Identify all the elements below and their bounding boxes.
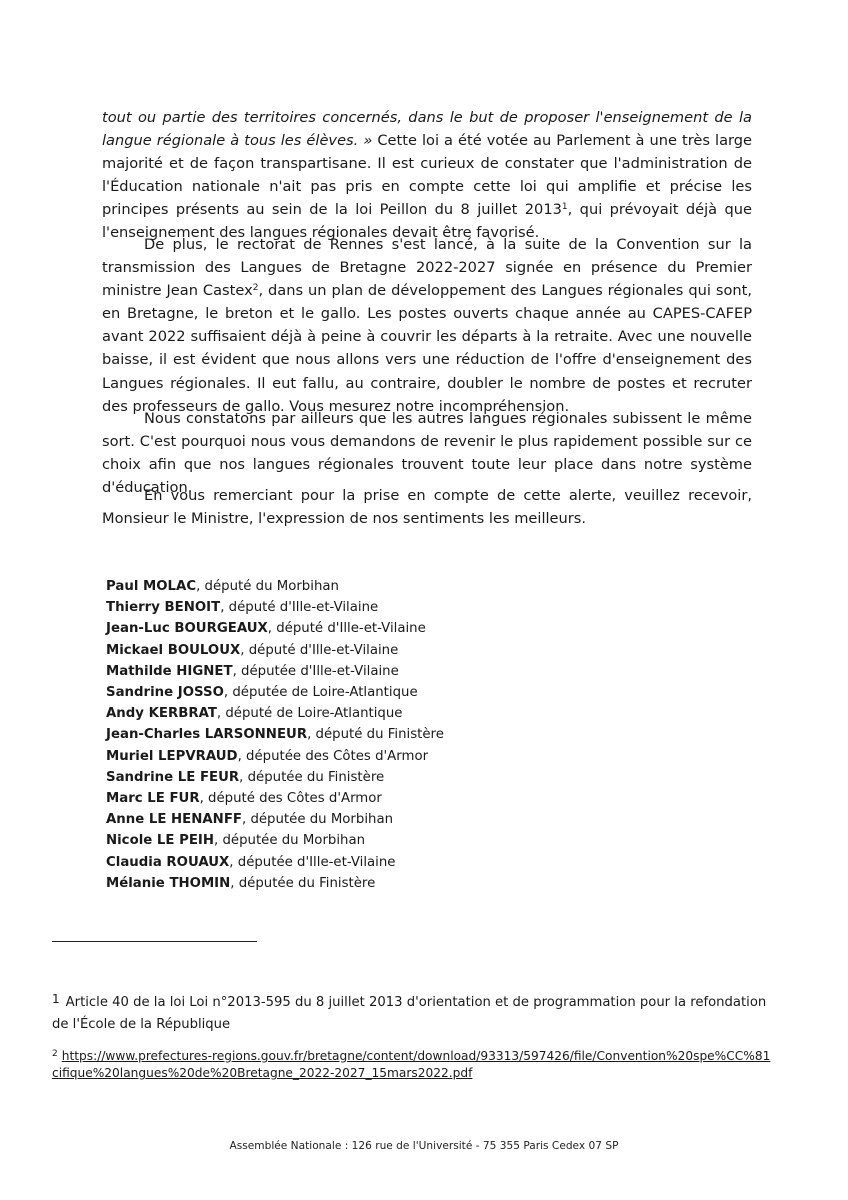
signatory [106,809,444,830]
signatory-role: , députée du Morbihan [214,833,366,849]
signatory-role: , député du Morbihan [196,579,339,594]
signatory-role: , député des Côtes d'Armor [199,791,382,807]
signatory [106,597,444,618]
quote-end: tout ou partie des territoires concernés, dans le but de proposer l'enseignement de la langue régionale à tous les élèves. » [102,109,752,150]
signatory-name: Nicole LE PEIH [106,833,214,849]
signatory [106,703,444,724]
signatory-role: , députée des Côtes d'Armor [237,748,429,764]
footnote-number: 2 [52,1049,58,1059]
signatory-name: Mathilde HIGNET [106,663,233,679]
signatory-role: , député du Finistère [307,727,444,743]
signatory [106,724,444,745]
footnote-ref-2[interactable]: 2 [252,283,259,294]
signatory-role: , député d'Ille-et-Vilaine [220,600,379,616]
signatory [106,767,444,788]
signatories-list [106,576,444,894]
signatory-name: Claudia ROUAUX [106,854,230,870]
page-footer-address: Assemblée Nationale : 126 rue de l'Université - 75 355 Paris Cedex 07 SP [229,1140,619,1152]
signatory-name: Anne LE HENANFF [106,812,242,828]
signatory [106,576,444,597]
paragraph-text: De plus, le rectorat de Rennes s'est lancé, à la suite de la Convention sur la transmission des Langues de Bretagne 2022-2027 signée en présence du Premier ministre Jean Castex [102,236,752,300]
signatory-role: , député de Loire-Atlantique [216,706,403,722]
signatory-role: , députée de Loire-Atlantique [223,685,418,701]
signatory [106,640,444,661]
paragraph-text-end: , qui prévoyait déjà que l'enseignement des langues régionales devait être favorisé. [102,201,752,242]
footnote-separator [52,941,257,942]
signatory-name: Jean-Luc BOURGEAUX [106,621,268,637]
paragraph-text: Cette loi a été votée au Parlement à une très large majorité et de façon transpartisane. Il est curieux de constater que l'administration de l'Éducation nationale n'ait pas pris en compte cette loi qui amplifie et précise les principes présents au sein de la loi Peillon du 8 juillet 2013 [102,132,753,219]
paragraph-law-context [102,106,752,245]
footnote-number: 1 [52,992,60,1006]
signatory-role: , député d'Ille-et-Vilaine [240,642,399,658]
paragraph-rectorat [102,233,752,418]
paragraph-text-end: , dans un plan de développement des Langues régionales qui sont, en Bretagne, le breton et le gallo. Les postes ouverts chaque année au CAPES-CAFEP avant 2022 suffisaient déjà à peine à couvrir les départs à la retraite. Avec une nouvelle baisse, il est évident que nous allons vers une réduction de l'offre d'enseignement des Langues régionales. Il eut fallu, au contraire, doubler le nombre de postes et recruter des professeurs de gallo. Vous mesurez notre incompréhension. [102,282,752,415]
signatory [106,788,444,809]
paragraph-text: Nous constatons par ailleurs que les autres langues régionales subissent le même sort. C'est pourquoi nous vous demandons de revenir le plus rapidement possible sur ce choix afin que nos langues régionales trouvent toute leur place dans notre système d'éducation. [102,410,752,497]
signatory-name: Sandrine LE FEUR [106,769,240,785]
footnote-1 [52,988,782,1036]
signatory-name: Andy KERBRAT [106,706,217,722]
paragraph-closing [102,484,752,530]
footnote-link[interactable]: https://www.prefectures-regions.gouv.fr/bretagne/content/download/93313/597426/file/Convention%20spe%CC%81cifique%20langues%20de%20Bretagne_2022-2027_15mars2022.pdf [52,1049,771,1080]
paragraph-text: En vous remerciant pour la prise en compte de cette alerte, veuillez recevoir, Monsieur le Ministre, l'expression de nos sentiments les meilleurs. [102,487,752,528]
signatory-name: Thierry BENOIT [106,600,221,616]
signatory [106,852,444,873]
signatory-name: Sandrine JOSSO [106,685,224,701]
signatory-name: Mickael BOULOUX [106,642,241,658]
footnote-2 [52,1046,772,1082]
footnote-ref-1[interactable]: 1 [561,202,568,213]
signatory-name: Paul MOLAC [106,579,197,594]
signatory [106,746,444,767]
footnote-text: Article 40 de la loi Loi n°2013-595 du 8 juillet 2013 d'orientation et de programmation pour la refondation de l'École de la République [52,995,767,1032]
signatory [106,661,444,682]
signatory-role: , députée d'Ille-et-Vilaine [232,663,399,679]
signatory [106,682,444,703]
signatory [106,618,444,639]
signatory-role: , députée du Finistère [230,875,376,891]
signatory-name: Marc LE FUR [106,791,200,807]
signatory-name: Jean-Charles LARSONNEUR [106,727,308,743]
signatory [106,830,444,851]
signatory-name: Mélanie THOMIN [106,875,231,891]
signatory-name: Muriel LEPVRAUD [106,748,238,764]
signatory-role: , députée d'Ille-et-Vilaine [229,854,396,870]
signatory-role: , députée du Morbihan [241,812,394,828]
signatory-role: , députée du Finistère [239,769,385,785]
signatory [106,873,444,894]
signatory-role: , député d'Ille-et-Vilaine [267,621,426,637]
